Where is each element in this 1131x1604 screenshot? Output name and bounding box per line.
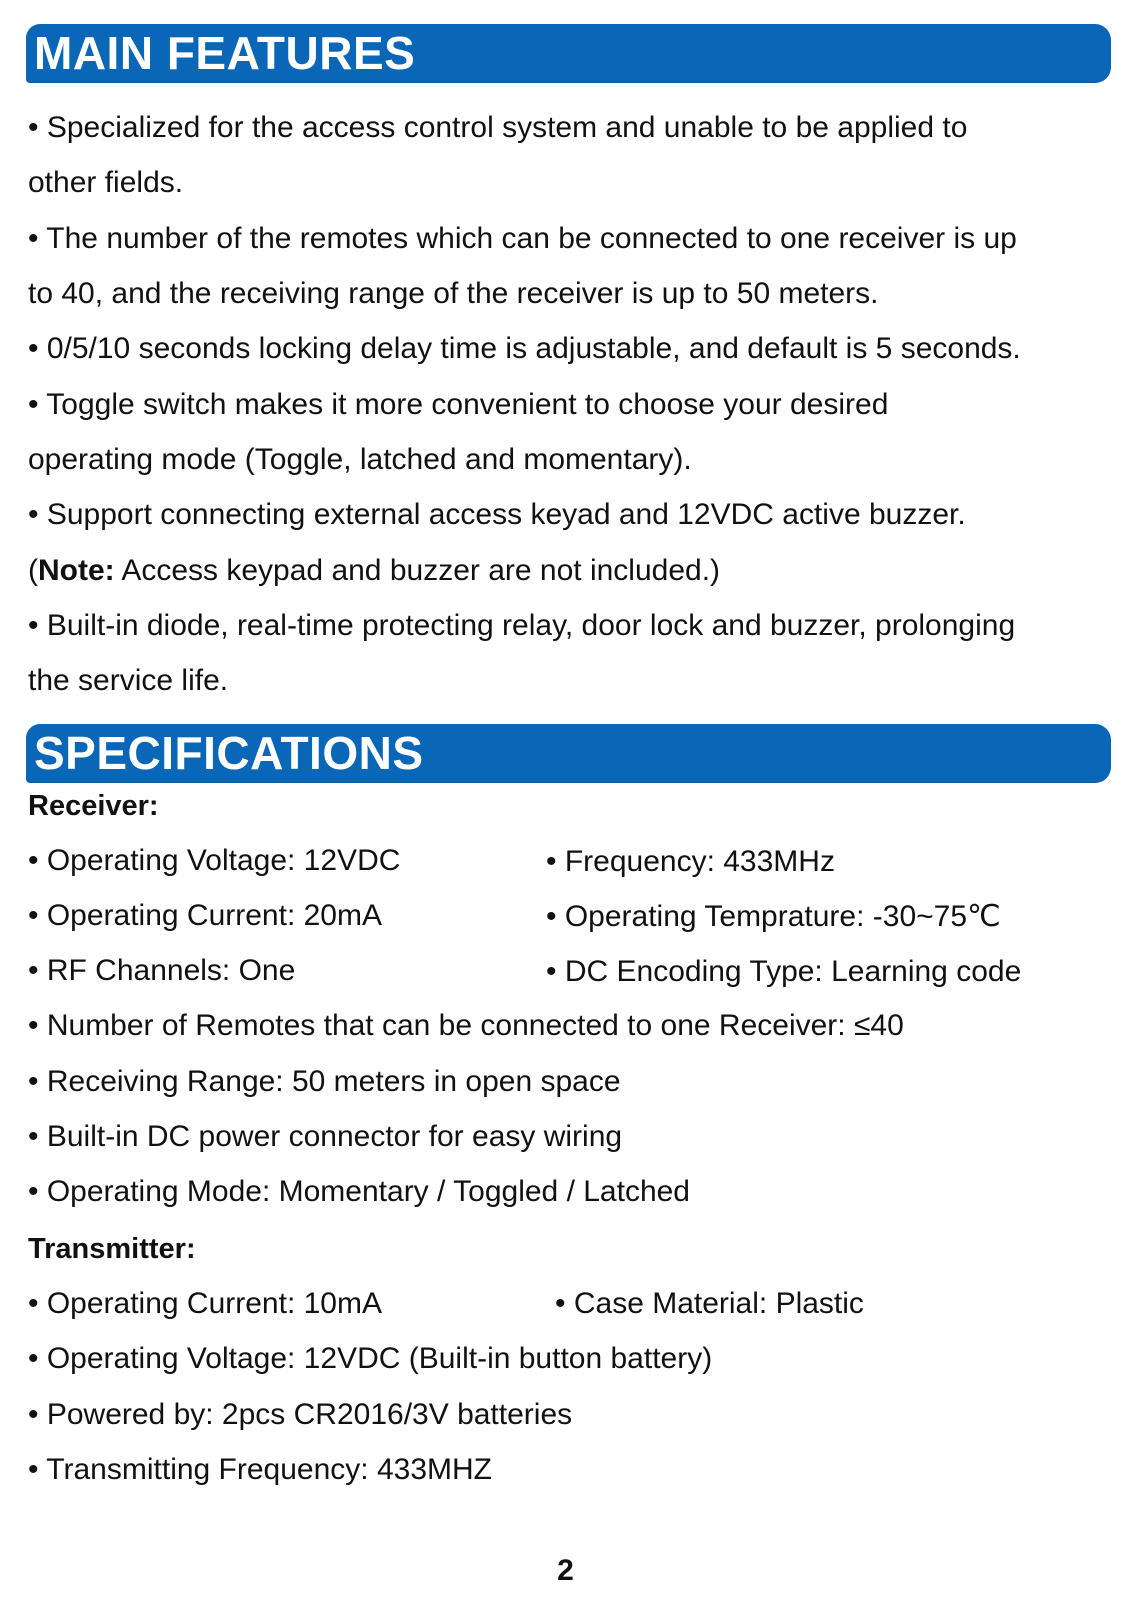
feature-line: operating mode (Toggle, latched and momentary). <box>28 443 692 476</box>
feature-line: the service life. <box>28 664 229 697</box>
feature-line: • Built-in diode, real-time protecting relay, door lock and buzzer, prolonging <box>28 609 1016 642</box>
transmitter-spec: • Case Material: Plastic <box>555 1287 864 1320</box>
main-features-banner <box>26 24 1111 82</box>
receiver-spec: • Number of Remotes that can be connected to one Receiver: ≤40 <box>28 1009 904 1042</box>
receiver-spec: • DC Encoding Type: Learning code <box>546 955 1022 988</box>
specifications-title: SPECIFICATIONS <box>34 727 424 779</box>
feature-line: • Specialized for the access control system and unable to be applied to <box>28 111 968 144</box>
transmitter-spec: • Operating Current: 10mA <box>28 1287 382 1320</box>
receiver-spec: • Frequency: 433MHz <box>546 845 835 878</box>
receiver-spec: • Operating Temprature: -30~75℃ <box>546 900 1001 933</box>
feature-line: • Toggle switch makes it more convenient to choose your desired <box>28 388 889 421</box>
feature-line: • 0/5/10 seconds locking delay time is adjustable, and default is 5 seconds. <box>28 332 1021 365</box>
transmitter-spec: • Transmitting Frequency: 433MHZ <box>28 1453 493 1486</box>
transmitter-heading: Transmitter: <box>28 1233 196 1265</box>
page-number: 2 <box>557 1554 574 1587</box>
feature-note <box>28 553 720 589</box>
main-features-title: MAIN FEATURES <box>34 27 416 79</box>
note-open: ( <box>28 554 38 587</box>
receiver-spec: • RF Channels: One <box>28 954 296 987</box>
specifications-banner <box>26 724 1111 782</box>
note-text: Access keypad and buzzer are not included.) <box>114 554 721 587</box>
receiver-spec: • Operating Mode: Momentary / Toggled / Latched <box>28 1175 690 1208</box>
transmitter-spec: • Powered by: 2pcs CR2016/3V batteries <box>28 1398 573 1431</box>
feature-line: • Support connecting external access keyad and 12VDC active buzzer. <box>28 498 966 531</box>
transmitter-spec: • Operating Voltage: 12VDC (Built-in button battery) <box>28 1342 713 1375</box>
receiver-spec: • Built-in DC power connector for easy wiring <box>28 1120 623 1153</box>
receiver-spec: • Receiving Range: 50 meters in open space <box>28 1065 621 1098</box>
feature-line: • The number of the remotes which can be connected to one receiver is up <box>28 222 1017 255</box>
receiver-spec: • Operating Voltage: 12VDC <box>28 844 401 877</box>
feature-line: to 40, and the receiving range of the receiver is up to 50 meters. <box>28 277 879 310</box>
receiver-spec: • Operating Current: 20mA <box>28 899 382 932</box>
note-label: Note: <box>38 554 115 587</box>
feature-line: other fields. <box>28 166 184 199</box>
receiver-heading: Receiver: <box>28 790 159 822</box>
